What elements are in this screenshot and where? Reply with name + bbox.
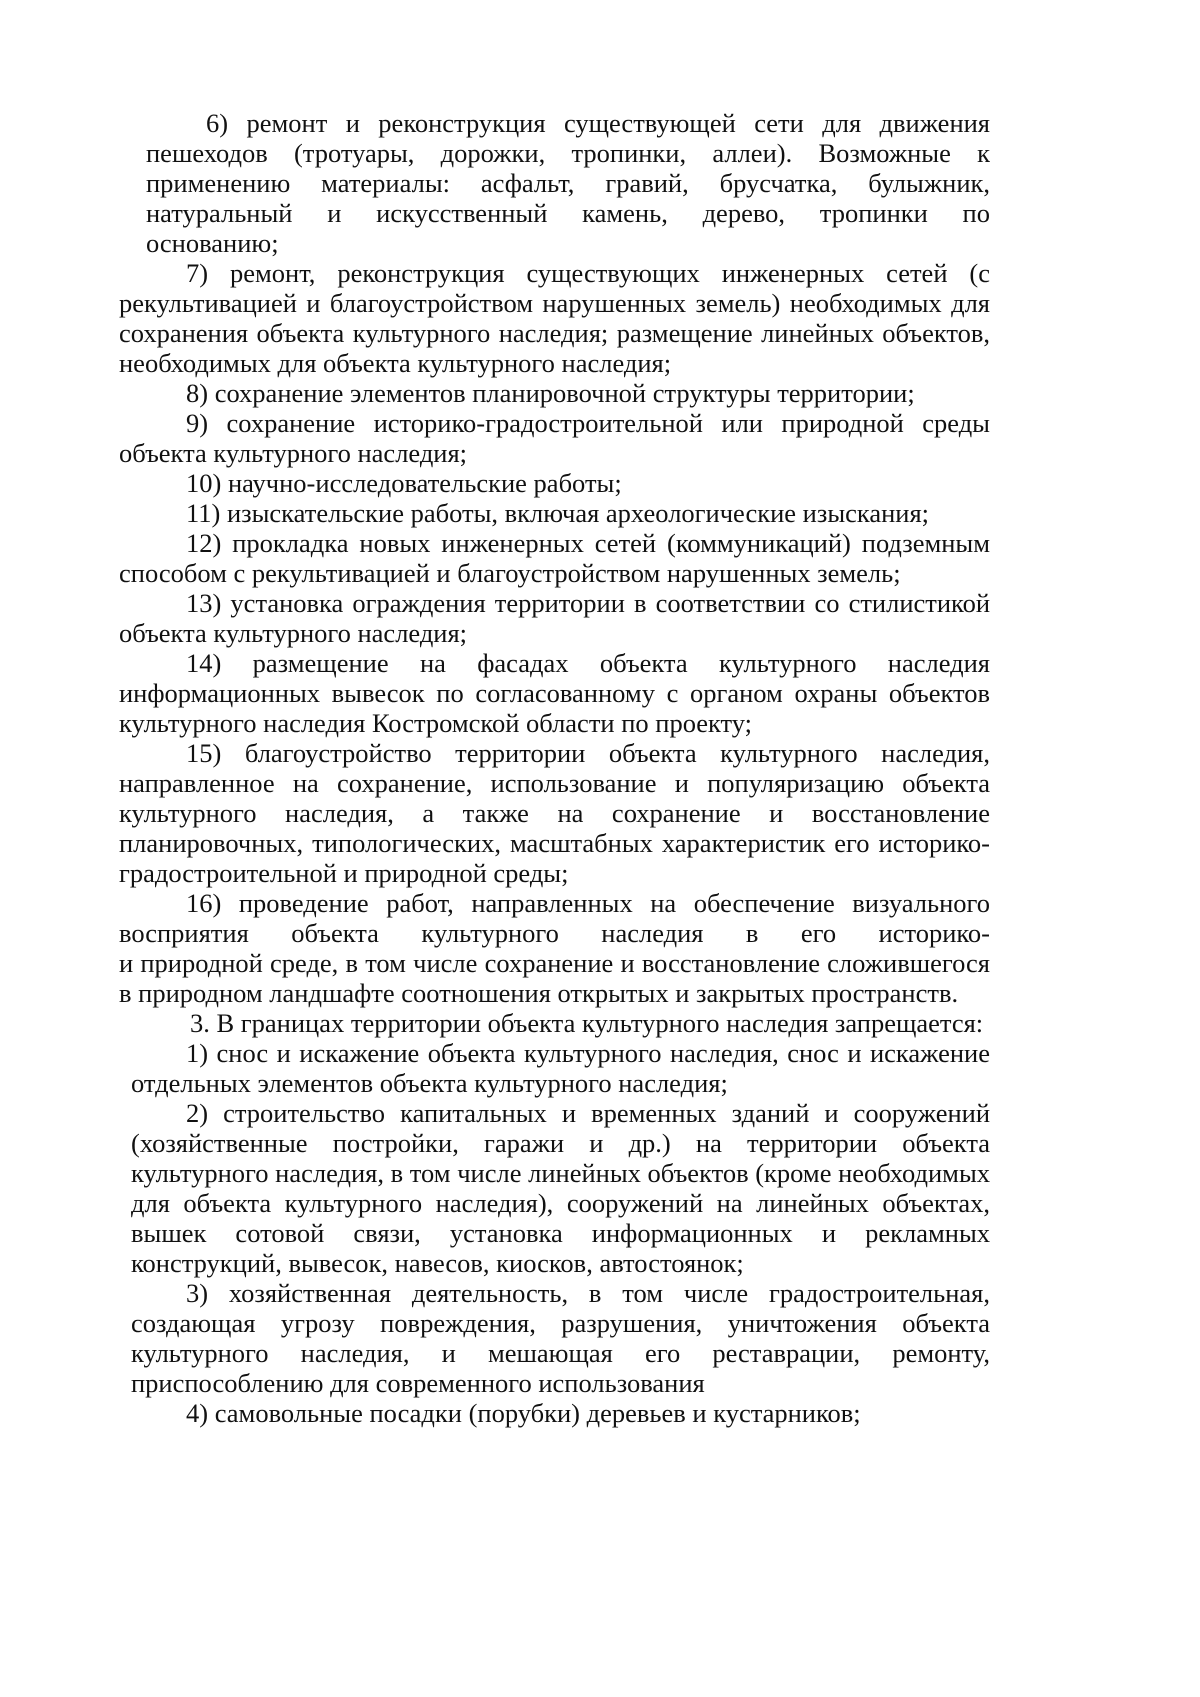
text-line: основанию; [146, 228, 279, 258]
text-line: конструкций, вывесок, навесов, киосков, автостоянок; [131, 1248, 744, 1278]
text-line: 12) прокладка новых инженерных сетей (коммуникаций) подземным [186, 528, 990, 558]
text-line: информационных вывесок по согласованному с органом охраны объектов [119, 678, 990, 708]
text-line: планировочных, типологических, масштабных характеристик его историко- [119, 828, 990, 858]
text-line: 2) строительство капитальных и временных зданий и сооружений [186, 1098, 990, 1128]
text-line: градостроительной и природной среды; [119, 858, 569, 888]
text-line: пешеходов (тротуары, дорожки, тропинки, аллеи). Возможные к [146, 138, 990, 168]
text-line: отдельных элементов объекта культурного наследия; [131, 1068, 728, 1098]
text-line: 14) размещение на фасадах объекта культурного наследия [186, 648, 990, 678]
text-line: создающая угрозу повреждения, разрушения, уничтожения объекта [131, 1308, 990, 1338]
text-line: вышек сотовой связи, установка информационных и рекламных [131, 1218, 990, 1248]
text-line: 4) самовольные посадки (порубки) деревьев и кустарников; [186, 1398, 861, 1428]
text-line: культурного наследия, и мешающая его реставрации, ремонту, [131, 1338, 990, 1368]
text-line: 6) ремонт и реконструкция существующей сети для движения [206, 108, 990, 138]
text-line: 8) сохранение элементов планировочной структуры территории; [186, 378, 915, 408]
text-line: 7) ремонт, реконструкция существующих инженерных сетей (с [186, 258, 990, 288]
text-line: культурного наследия, а также на сохранение и восстановление [119, 798, 990, 828]
text-line: 10) научно-исследовательские работы; [186, 468, 622, 498]
text-line: (хозяйственные постройки, гаражи и др.) на территории объекта [131, 1128, 990, 1158]
text-line: 9) сохранение историко-градостроительной или природной среды [186, 408, 990, 438]
text-line: восприятия объекта культурного наследия в его историко- [119, 918, 990, 948]
text-line: натуральный и искусственный камень, дерево, тропинки по [146, 198, 990, 228]
text-line: применению материалы: асфальт, гравий, брусчатка, булыжник, [146, 168, 990, 198]
text-line: 15) благоустройство территории объекта культурного наследия, [186, 738, 990, 768]
section-heading: 3. В границах территории объекта культурного наследия запрещается: [190, 1008, 984, 1038]
text-line: сохранения объекта культурного наследия; размещение линейных объектов, [119, 318, 990, 348]
text-line: культурного наследия Костромской области по проекту; [119, 708, 753, 738]
text-line: рекультивацией и благоустройством нарушенных земель) необходимых для [119, 288, 990, 318]
text-line: объекта культурного наследия; [119, 618, 468, 648]
text-line: культурного наследия, в том числе линейных объектов (кроме необходимых [131, 1158, 990, 1188]
text-line: 16) проведение работ, направленных на обеспечение визуального [186, 888, 990, 918]
text-line: объекта культурного наследия; [119, 438, 468, 468]
text-line: 3) хозяйственная деятельность, в том числе градостроительная, [186, 1278, 990, 1308]
text-line: необходимых для объекта культурного наследия; [119, 348, 672, 378]
text-line: 11) изыскательские работы, включая археологические изыскания; [186, 498, 930, 528]
text-line: приспособлению для современного использования [131, 1368, 705, 1398]
text-line: направленное на сохранение, использование и популяризацию объекта [119, 768, 990, 798]
text-line: 1) снос и искажение объекта культурного наследия, снос и искажение [186, 1038, 990, 1068]
text-line: 13) установка ограждения территории в соответствии со стилистикой [186, 588, 990, 618]
text-line: в природном ландшафте соотношения открытых и закрытых пространств. [119, 978, 959, 1008]
text-line: для объекта культурного наследия), сооружений на линейных объектах, [131, 1188, 990, 1218]
text-line: способом с рекультивацией и благоустройством нарушенных земель; [119, 558, 901, 588]
text-line: и природной среде, в том числе сохранение и восстановление сложившегося [119, 948, 990, 978]
